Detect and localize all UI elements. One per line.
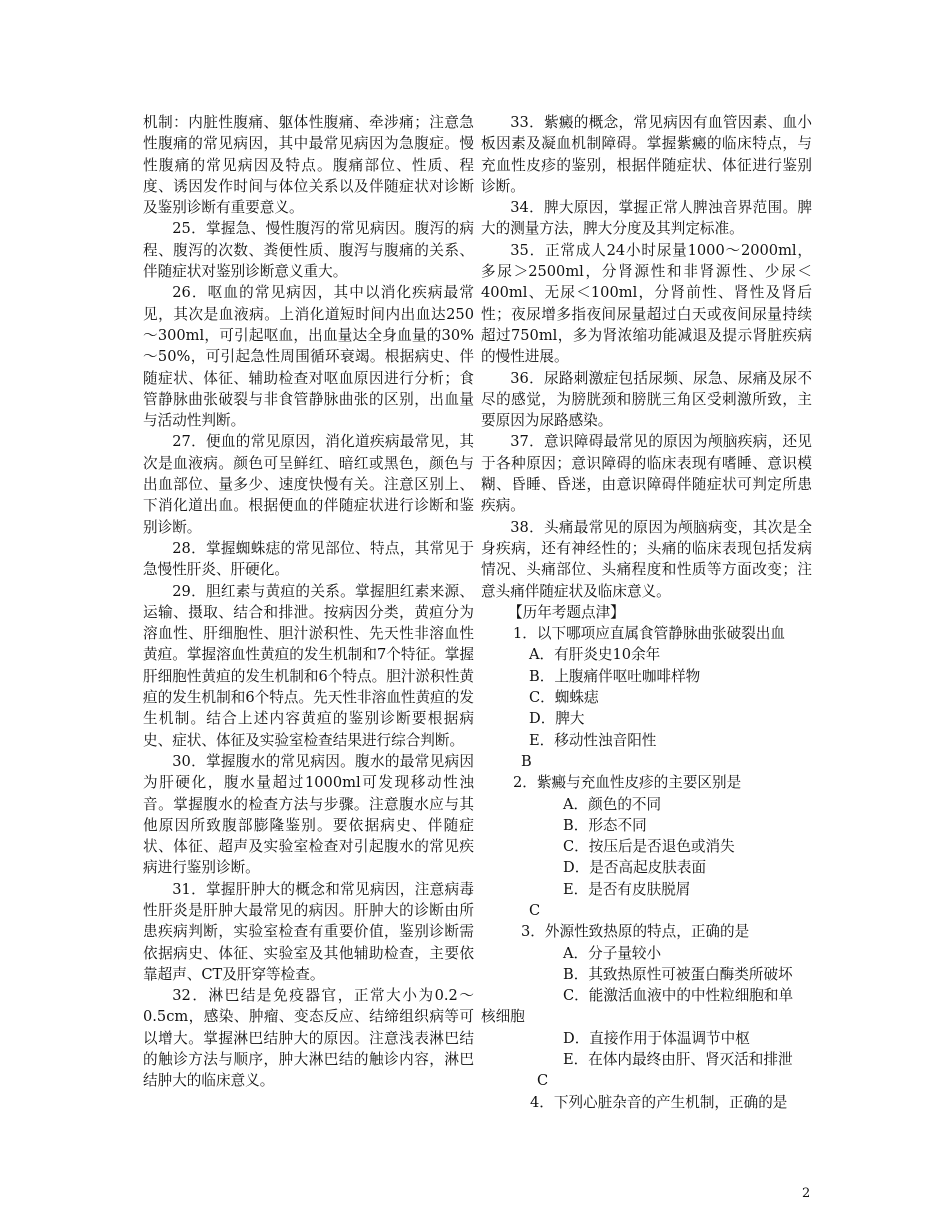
question-2-option-b: B．形态不同 <box>563 816 647 834</box>
paragraph-26: 26．呕血的常见病因，其中以消化疾病最常见，其次是血液病。上消化道短时间内出血达250～300ml，可引起呕血，出血量达全身血量的30%～50%，可引起急性周围循环衰竭。根据病史、伴随症状、体征、辅助检查对呕血原因进行分析；食管静脉曲张破裂与非食管静脉曲张的区别，出血量与活动性判断。 <box>143 284 474 430</box>
question-3-option-b: B．其致热原性可被蛋白酶类所破坏 <box>563 965 793 983</box>
question-3-option-a: A．分子量较小 <box>563 944 662 962</box>
paragraph-38: 38．头痛最常见的原因为颅脑病变，其次是全身疾病，还有神经性的；头痛的临床表现包括发病情况、头痛部位、头痛程度和性质等方面改变；注意头痛伴随症状及临床意义。 <box>481 518 812 600</box>
question-3-option-c-continued: 核细胞 <box>481 1008 525 1026</box>
paragraph-31: 31．掌握肝肿大的概念和常见病因，注意病毒性肝炎是肝肿大最常见的病因。肝肿大的诊断由所患疾病判断，实验室检查有重要价值，鉴别诊断需依据病史、体征、实验室及其他辅助检查，主要依靠超声、CT及肝穿等检查。 <box>143 880 474 983</box>
question-3-option-e: E．在体内最终由肝、肾灭活和排泄 <box>563 1051 793 1069</box>
paragraph-25: 25．掌握急、慢性腹泻的常见病因。腹泻的病程、腹泻的次数、粪便性质、腹泻与腹痛的关系、伴随症状对鉴别诊断意义重大。 <box>143 220 474 281</box>
paragraph-27: 27．便血的常见原因，消化道疾病最常见，其次是血液病。颜色可呈鲜红、暗红或黑色，颜色与出血部位、量多少、速度快慢有关。注意区别上、下消化道出血。根据便血的伴随症状进行诊断和鉴别诊断。 <box>143 433 474 536</box>
left-column <box>143 112 474 1092</box>
paragraph-32: 32．淋巴结是免疫器官，正常大小为0.2～0.5cm，感染、肿瘤、变态反应、结缔组织病等可以增大。掌握淋巴结肿大的原因。注意浅表淋巴结的触诊方法与顺序，肿大淋巴结的触诊内容，淋巴结肿大的临床意义。 <box>143 987 474 1090</box>
question-2-answer: C <box>529 901 541 919</box>
paragraph-28: 28．掌握蜘蛛痣的常见部位、特点，其常见于急慢性肝炎、肝硬化。 <box>143 539 474 579</box>
question-2-option-d: D．是否高起皮肤表面 <box>563 859 707 877</box>
paragraph-33: 33．紫癜的概念，常见病因有血管因素、血小板因素及凝血机制障碍。掌握紫癜的临床特点，与充血性皮疹的鉴别，根据伴随症状、体征进行鉴别诊断。 <box>481 114 812 195</box>
question-1-stem: 1．以下哪项应直属食管静脉曲张破裂出血 <box>513 625 785 643</box>
question-2-stem: 2．紫癜与充血性皮疹的主要区别是 <box>513 774 742 792</box>
page-number: 2 <box>802 1186 811 1201</box>
question-3-answer: C <box>537 1072 549 1090</box>
paragraph-24-cont: 机制：内脏性腹痛、躯体性腹痛、牵涉痛；注意急性腹痛的常见病因，其中最常见病因为急腹症。慢性腹痛的常见病因及特点。腹痛部位、性质、程度、诱因发作时间与体位关系以及伴随症状对诊断及鉴别诊断有重要意义。 <box>143 114 474 217</box>
paragraph-36: 36．尿路刺激症包括尿频、尿急、尿痛及尿不尽的感觉，为膀胱颈和膀胱三角区受刺激所致，主要原因为尿路感染。 <box>481 369 812 430</box>
question-4-stem: 4．下列心脏杂音的产生机制，正确的是 <box>530 1093 788 1111</box>
exam-section-heading: 【历年考题点津】 <box>508 603 625 621</box>
question-3-option-d: D．直接作用于体温调节中枢 <box>563 1029 750 1047</box>
right-column <box>481 112 812 1113</box>
question-3-option-c: C．能激活血液中的中性粒细胞和单 <box>563 987 794 1005</box>
question-1-option-d: D．脾大 <box>529 710 585 728</box>
question-2-option-c: C．按压后是否退色或消失 <box>563 838 735 856</box>
paragraph-29: 29．胆红素与黄疸的关系。掌握胆红素来源、运输、摄取、结合和排泄。按病因分类，黄疸分为溶血性、肝细胞性、胆汁淤积性、先天性非溶血性黄疸。掌握溶血性黄疸的发生机制和7个特征。掌握肝细胞性黄疸的发生机制和6个特点。胆汁淤积性黄疸的发生机制和6个特点。先天性非溶血性黄疸的发生机制。结合上述内容黄疸的鉴别诊断要根据病史、症状、体征及实验室检查结果进行综合判断。 <box>143 582 474 749</box>
paragraph-30: 30．掌握腹水的常见病因。腹水的最常见病因为肝硬化，腹水量超过1000ml可发现移动性浊音。掌握腹水的检查方法与步骤。注意腹水应与其他原因所致腹部膨隆鉴别。要依据病史、伴随症状、体征、超声及实验室检查对引起腹水的常见疾病进行鉴别诊断。 <box>143 752 474 877</box>
question-1-option-c: C．蜘蛛痣 <box>529 689 599 707</box>
question-2-option-e: E．是否有皮肤脱屑 <box>563 880 691 898</box>
paragraph-35: 35．正常成人24小时尿量1000～2000ml，多尿＞2500ml，分肾源性和非肾源性、少尿＜400ml、无尿＜100ml，分肾前性、肾性及肾后性；夜尿增多指夜间尿量超过白天或夜间尿量持续超过750ml，多为肾浓缩功能减退及提示肾脏疾病的慢性进展。 <box>481 241 812 366</box>
question-1-answer: B <box>521 752 532 770</box>
question-3-stem: 3．外源性致热原的特点，正确的是 <box>521 923 750 941</box>
paragraph-37: 37．意识障碍最常见的原因为颅脑疾病，还见于各种原因；意识障碍的临床表现有嗜睡、意识模糊、昏睡、昏迷，由意识障碍伴随症状可判定所患疾病。 <box>481 433 812 515</box>
question-1-option-a: A．有肝炎史10余年 <box>529 646 661 664</box>
paragraph-34: 34．脾大原因，掌握正常人脾浊音界范围。脾大的测量方法，脾大分度及其判定标准。 <box>481 199 812 238</box>
question-1-option-b: B．上腹痛伴呕吐咖啡样物 <box>529 667 701 685</box>
question-2-option-a: A．颜色的不同 <box>563 795 662 813</box>
question-1-option-e: E．移动性浊音阳性 <box>529 731 657 749</box>
